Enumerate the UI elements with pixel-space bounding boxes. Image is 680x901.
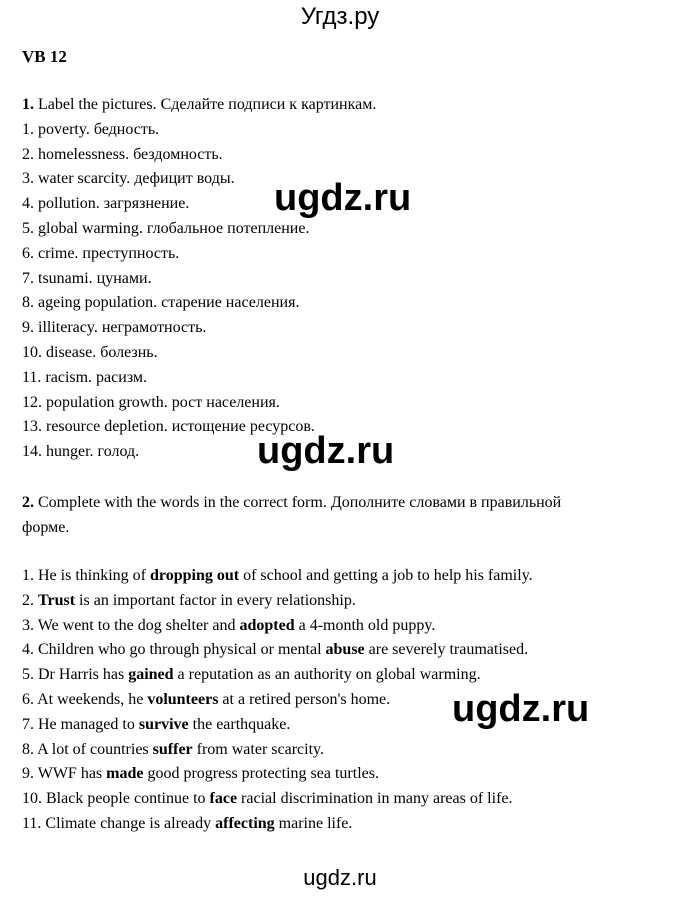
watermark: ugdz.ru xyxy=(257,430,395,472)
item-text: is an important factor in every relationship. xyxy=(75,591,356,609)
answer-word: face xyxy=(209,790,238,808)
answer-word: adopted xyxy=(239,616,295,634)
list-item: 10. disease. болезнь. xyxy=(22,343,158,361)
exercise-2-instruction xyxy=(22,490,582,540)
list-item: 8. ageing population. старение населения. xyxy=(22,294,300,312)
item-text: from water scarcity. xyxy=(192,740,324,758)
list-item xyxy=(22,762,662,787)
list-item: 1. poverty. бедность. xyxy=(22,120,160,138)
list-item xyxy=(22,614,662,639)
answer-word: gained xyxy=(128,666,174,684)
list-item: 3. water scarcity. дефицит воды. xyxy=(22,170,235,188)
exercise-1-instruction xyxy=(22,93,662,118)
item-text: 8. A lot of countries xyxy=(22,740,153,758)
item-text: 5. Dr Harris has xyxy=(22,666,129,684)
exercise-2-number: 2. xyxy=(22,494,34,511)
site-footer: ugdz.ru xyxy=(303,865,377,890)
answer-word: dropping out xyxy=(150,567,240,584)
list-item: 13. resource depletion. истощение ресурсов. xyxy=(22,418,315,436)
answer-word: abuse xyxy=(325,641,365,659)
list-item xyxy=(22,812,662,837)
list-item xyxy=(22,564,662,589)
exercise-2-instruction-text: Complete with the words in the correct form. Дополните словами в правильной форме. xyxy=(22,494,562,536)
list-item: 14. hunger. голод. xyxy=(22,443,140,461)
item-text: 9. WWF has xyxy=(22,765,107,783)
answer-word: suffer xyxy=(152,740,193,758)
item-text: 10. Black people continue to xyxy=(22,790,210,808)
item-text: at a retired person's home. xyxy=(218,690,391,708)
item-text: 2. xyxy=(22,591,38,609)
item-text: 1. He is thinking of xyxy=(22,567,150,584)
item-text: good progress protecting sea turtles. xyxy=(143,765,379,783)
exercise-1 xyxy=(22,93,662,465)
list-item: 12. population growth. рост населения. xyxy=(22,393,280,411)
item-text: a reputation as an authority on global warming. xyxy=(173,666,481,684)
list-item: 7. tsunami. цунами. xyxy=(22,269,152,287)
watermark: ugdz.ru xyxy=(274,177,412,219)
item-text: are severely traumatised. xyxy=(364,641,529,659)
item-text: the earthquake. xyxy=(188,715,291,733)
answer-word: made xyxy=(106,765,144,783)
spacer xyxy=(22,540,662,564)
item-text: 7. He managed to xyxy=(22,715,139,733)
list-item: 4. pollution. загрязнение. xyxy=(22,195,190,213)
answer-word: volunteers xyxy=(147,690,219,708)
exercise-2 xyxy=(22,490,662,837)
list-item xyxy=(22,589,662,614)
item-text: a 4-month old puppy. xyxy=(294,616,436,634)
site-header: Угдз.ру xyxy=(300,3,380,30)
list-item: 6. crime. преступность. xyxy=(22,244,180,262)
list-item xyxy=(22,738,662,763)
list-item: 11. racism. расизм. xyxy=(22,368,148,386)
list-item: 5. global warming. глобальное потепление. xyxy=(22,219,310,237)
answer-word: Trust xyxy=(38,591,76,609)
list-item: 2. homelessness. бездомность. xyxy=(22,145,223,163)
item-text: 4. Children who go through physical or mental xyxy=(22,641,326,659)
list-item xyxy=(22,638,662,663)
list-item xyxy=(22,663,662,688)
watermark: ugdz.ru xyxy=(452,688,590,730)
answer-word: survive xyxy=(138,715,189,733)
list-item xyxy=(22,787,662,812)
item-text: racial discrimination in many areas of life. xyxy=(237,790,513,808)
list-item: 9. illiteracy. неграмотность. xyxy=(22,319,207,337)
item-text: marine life. xyxy=(274,814,353,832)
item-text: 11. Climate change is already xyxy=(22,814,216,832)
exercise-1-instruction-text: Label the pictures. Сделайте подписи к картинкам. xyxy=(34,96,377,113)
item-text: 6. At weekends, he xyxy=(22,690,148,708)
page-title: VB 12 xyxy=(22,47,67,66)
item-text: of school and getting a job to help his family. xyxy=(239,567,533,584)
answer-word: affecting xyxy=(215,814,275,832)
exercise-1-number: 1. xyxy=(22,96,34,113)
item-text: 3. We went to the dog shelter and xyxy=(22,616,240,634)
